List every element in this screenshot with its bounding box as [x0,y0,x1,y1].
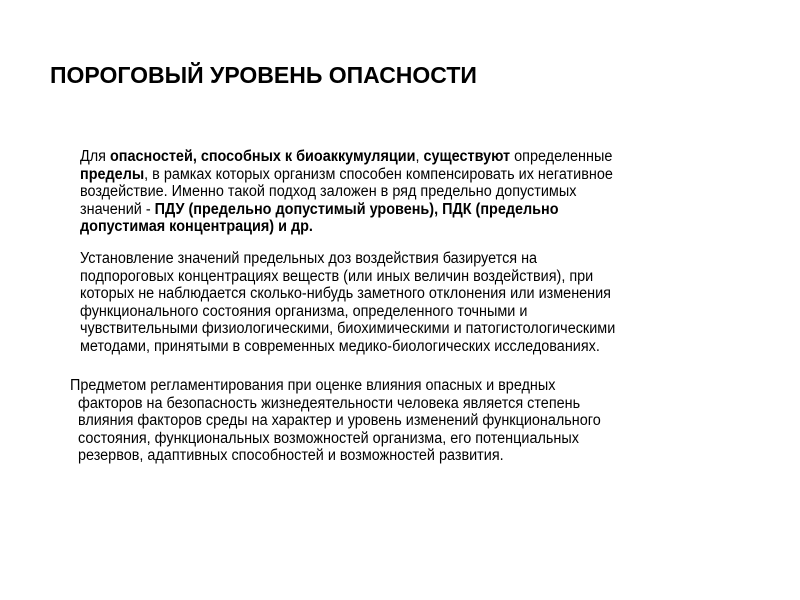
text-line [80,166,613,184]
paragraph-regulation-subject [70,377,640,465]
paragraph-threshold-limits [80,148,653,236]
text-line: влияния факторов среды на характер и уровень изменений функционального [78,412,601,430]
text-line: воздействие. Именно такой подход заложен в ряд предельно допустимых [80,183,577,201]
text-line [80,201,613,219]
slide-title: ПОРОГОВЫЙ УРОВЕНЬ ОПАСНОСТИ [50,62,477,88]
text-line: функционального состояния организма, определенного точными и [80,302,528,320]
text: , в рамках которых организм способен компенсировать их негативное [144,165,613,183]
bold-text: пределы [80,165,145,183]
text: Для [80,148,110,165]
text-line: резервов, адаптивных способностей и возможностей развития. [78,447,504,465]
text: значений - [80,200,155,218]
text-line: факторов на безопасность жизнедеятельности человека является степень [78,394,581,412]
text-line: подпороговых концентрациях веществ (или иных величин воздействия), при [80,267,594,285]
text-line [80,218,613,236]
bold-text: допустимая концентрация) и др. [80,218,313,236]
text-line [80,148,613,166]
paragraph-dose-limits [80,250,656,356]
text-line: которых не наблюдается сколько-нибудь заметного отклонения или изменения [80,285,612,303]
bold-text: существуют [423,148,511,165]
text-line: Предметом регламентирования при оценке влияния опасных и вредных [70,377,556,394]
text-line: состояния, функциональных возможностей организма, его потенциальных [78,429,579,447]
text-line: чувствительными физиологическими, биохимическими и патогистологическими [80,320,616,338]
text: , [415,148,424,165]
text-line: методами, принятыми в современных медико-биологических исследованиях. [80,337,600,355]
text: определенные [510,148,613,165]
bold-text: опасностей, способных к биоаккумуляции [109,148,416,165]
text-line: Установление значений предельных доз воздействия базируется на [80,250,538,267]
bold-text: ПДУ (предельно допустимый уровень), ПДК (предельно [154,200,559,218]
